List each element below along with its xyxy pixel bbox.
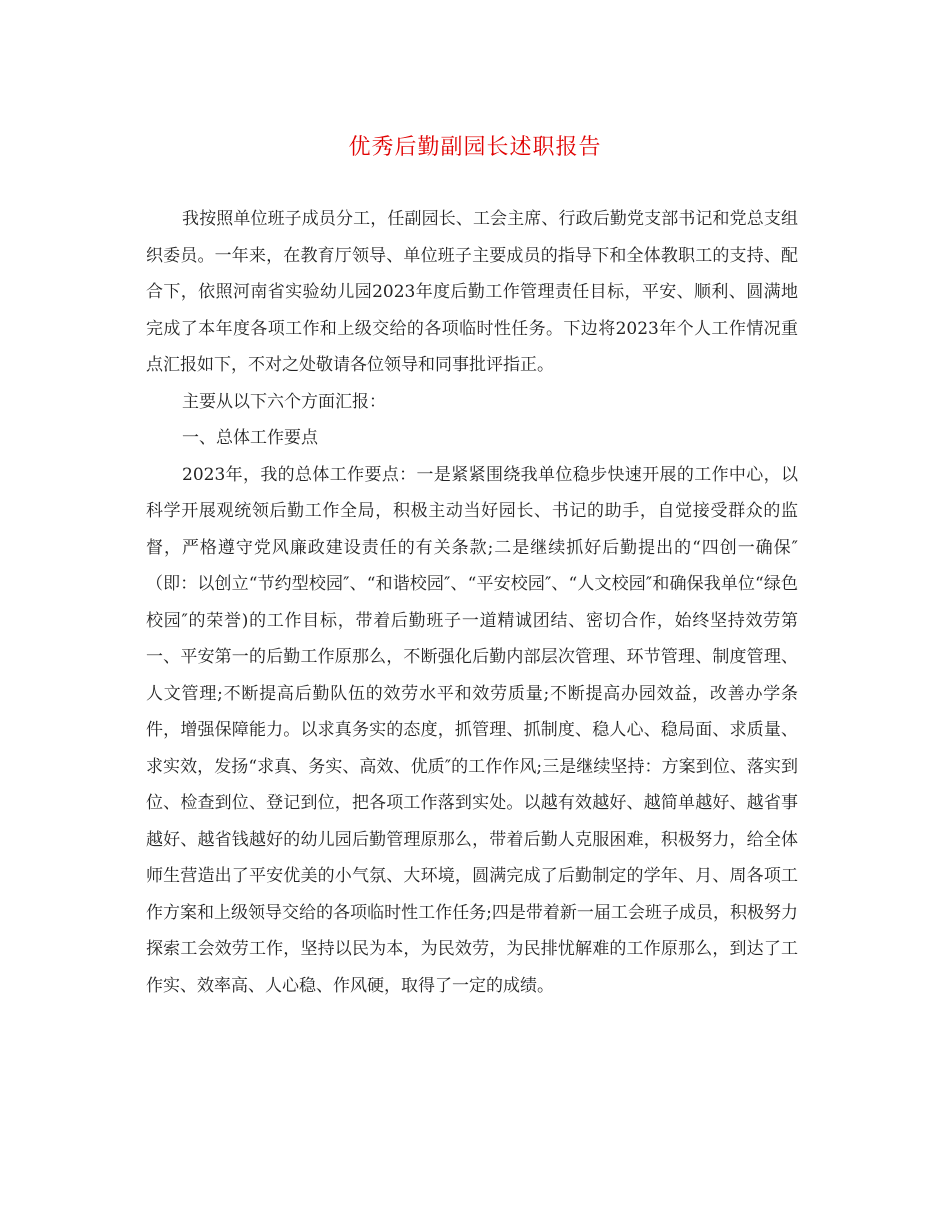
section-heading: 一、总体工作要点 — [182, 428, 318, 448]
intro-paragraph: 我按照单位班子成员分工，任副园长、工会主席、行政后勤党支部书记和党总支组织委员。一年来，在教育厅领导、单位班子主要成员的指导下和全体教职工的支持、配合下，依照河南省实验幼儿园2023年度后勤工作管理责任目标，平安、顺利、圆满地完成了本年度各项工作和上级交给的各项临时性任务。下边将2023年个人工作情况重点汇报如下，不对之处敬请各位领导和同事批评指正。 — [146, 209, 798, 375]
section-paragraph: 2023年，我的总体工作要点：一是紧紧围绕我单位稳步快速开展的工作中心，以科学开展观统领后勤工作全局，积极主动当好园长、书记的助手，自觉接受群众的监督，严格遵守党风廉政建设责任的有关条款;二是继续抓好后勤提出的“四创一确保″（即：以创立“节约型校园″、“和谐校园″、“平安校园″、“人文校园″和确保我单位“绿色校园″的荣誉)的工作目标，带着后勤班子一道精诚团结、密切合作，始终坚持效劳第一、平安第一的后勤工作原那么，不断强化后勤内部层次管理、环节管理、制度管理、人文管理;不断提高后勤队伍的效劳水平和效劳质量;不断提高办园效益，改善办学条件，增强保障能力。以求真务实的态度，抓管理、抓制度、稳人心、稳局面、求质量、求实效，发扬“求真、务实、高效、优质″的工作作风;三是继续坚持：方案到位、落实到位、检查到位、登记到位，把各项工作落到实处。以越有效越好、越简单越好、越省事越好、越省钱越好的幼儿园后勤管理原那么，带着后勤人克服困难，积极努力，给全体师生营造出了平安优美的小气氛、大环境，圆满完成了后勤制定的学年、月、周各项工作方案和上级领导交给的各项临时性工作任务;四是带着新一届工会班子成员，积极努力探索工会效劳工作，坚持以民为本，为民效劳，为民排忧解难的工作原那么，到达了工作实、效率高、人心稳、作风硬，取得了一定的成绩。 — [146, 464, 798, 996]
document-title: 优秀后勤副园长述职报告 — [348, 135, 602, 160]
document-body — [146, 201, 798, 1004]
summary-line: 主要从以下六个方面汇报： — [182, 391, 386, 412]
